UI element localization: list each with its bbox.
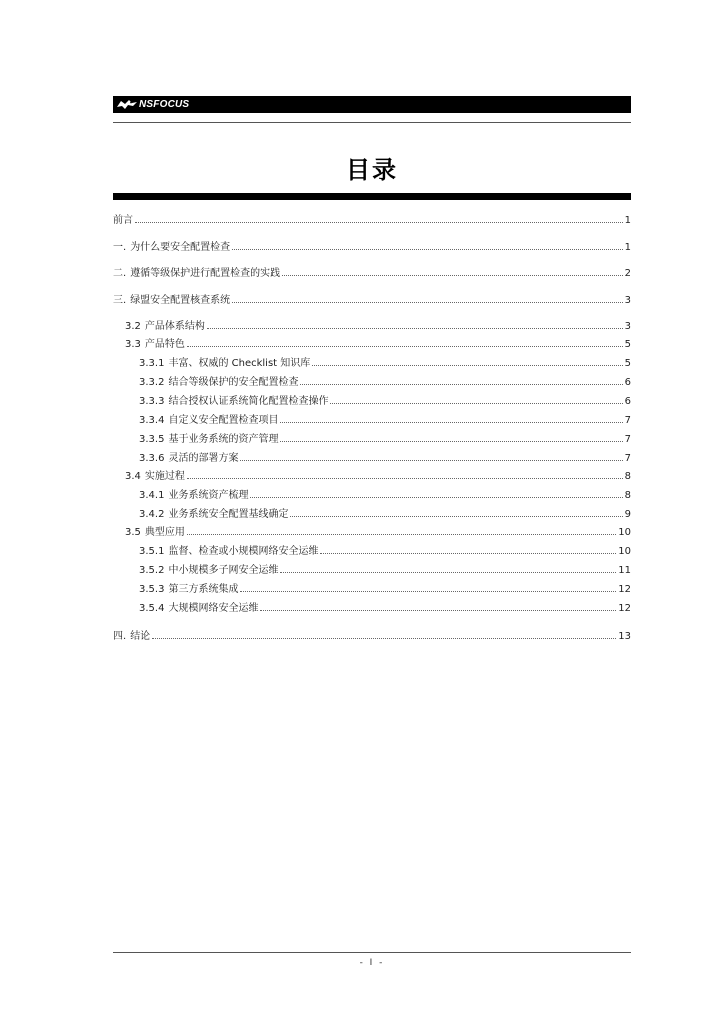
toc-entry-title: 业务系统资产梳理	[168, 490, 249, 501]
toc-entry-title: 监督、检查或小规模网络安全运维	[168, 546, 319, 557]
toc-entry-number: 3.3.1	[139, 358, 165, 369]
toc-dot-leader	[280, 440, 622, 442]
toc-entry[interactable]	[113, 210, 631, 226]
toc-entry-page: 3	[624, 295, 631, 306]
toc-entry[interactable]	[113, 579, 631, 595]
toc-dot-leader	[240, 459, 622, 461]
toc-entry-title: 绿盟安全配置核查系统	[130, 295, 231, 306]
toc-entry-title: 自定义安全配置检查项目	[168, 415, 279, 426]
toc-entry[interactable]	[113, 598, 631, 614]
toc-entry-title: 中小规模多子网安全运维	[168, 565, 279, 576]
header-bar	[113, 96, 631, 113]
toc-entry[interactable]	[113, 316, 631, 332]
toc-entry-number: 3.5.1	[139, 546, 165, 557]
toc-dot-leader	[187, 345, 623, 347]
toc-entry[interactable]	[113, 429, 631, 445]
toc-dot-leader	[232, 248, 622, 250]
toc-entry-title: 产品体系结构	[144, 321, 205, 332]
toc-entry-number: 二.	[113, 268, 127, 279]
toc-entry-title: 为什么要安全配置检查	[130, 242, 231, 253]
toc-entry-number: 3.5.4	[139, 603, 165, 614]
toc-entry[interactable]	[113, 391, 631, 407]
toc-dot-leader	[187, 533, 616, 535]
toc-entry[interactable]	[113, 504, 631, 520]
toc-entry-number: 3.2	[125, 321, 141, 332]
toc-entry-number: 3.3.4	[139, 415, 165, 426]
toc-entry-title: 丰富、权威的 Checklist 知识库	[168, 358, 311, 369]
toc-entry-number: 四.	[113, 631, 127, 642]
toc-entry-title: 业务系统安全配置基线确定	[168, 509, 289, 520]
toc-entry-page: 7	[624, 415, 631, 426]
toc-dot-leader	[187, 477, 623, 479]
toc-entry-number: 3.3	[125, 339, 141, 350]
toc-entry-number: 3.3.5	[139, 434, 165, 445]
page-title: 目录	[346, 156, 398, 184]
toc-entry-page: 1	[624, 242, 631, 253]
toc-entry[interactable]	[113, 263, 631, 279]
logo-text: NSFOCUS	[139, 99, 190, 110]
toc-entry[interactable]	[113, 485, 631, 501]
footer-rule	[113, 952, 631, 953]
toc-entry-page: 12	[618, 603, 631, 614]
toc-entry[interactable]	[113, 448, 631, 464]
toc-entry-page: 8	[624, 471, 631, 482]
toc-entry-page: 5	[624, 358, 631, 369]
toc-entry-number: 3.4.2	[139, 509, 165, 520]
toc-dot-leader	[250, 496, 622, 498]
toc-dot-leader	[232, 301, 622, 303]
header-rule	[113, 122, 631, 123]
toc-entry-page: 7	[624, 453, 631, 464]
toc-entry-number: 3.4.1	[139, 490, 165, 501]
toc-entry[interactable]	[113, 353, 631, 369]
toc-entry-title: 遵循等级保护进行配置检查的实践	[130, 268, 281, 279]
toc-entry[interactable]	[113, 626, 631, 642]
toc-dot-leader	[290, 515, 622, 517]
toc-entry-page: 10	[618, 546, 631, 557]
toc-entry[interactable]	[113, 372, 631, 388]
toc-entry[interactable]	[113, 466, 631, 482]
toc-entry-page: 6	[624, 377, 631, 388]
toc-entry-page: 5	[624, 339, 631, 350]
nsfocus-logo-icon	[116, 98, 138, 111]
toc-entry-page: 7	[624, 434, 631, 445]
toc-entry-title: 灵活的部署方案	[168, 453, 239, 464]
toc-entry-title: 结合等级保护的安全配置检查	[168, 377, 299, 388]
toc-entry-title: 典型应用	[144, 527, 185, 538]
toc-entry-title: 实施过程	[144, 471, 185, 482]
toc-entry-page: 12	[618, 584, 631, 595]
toc-entry-title: 基于业务系统的资产管理	[168, 434, 279, 445]
toc-entry-title: 前言	[113, 215, 133, 226]
toc-entry-page: 8	[624, 490, 631, 501]
toc-entry[interactable]	[113, 522, 631, 538]
toc-entry-number: 3.5.3	[139, 584, 165, 595]
footer-page-number: - I -	[359, 958, 385, 968]
toc-entry-number: 3.5.2	[139, 565, 165, 576]
toc-entry-title: 产品特色	[144, 339, 185, 350]
toc-entry-page: 10	[618, 527, 631, 538]
toc-entry-title: 结合授权认证系统简化配置检查操作	[168, 396, 329, 407]
toc-entry-number: 3.3.3	[139, 396, 165, 407]
toc-dot-leader	[312, 364, 622, 366]
toc-entry-page: 1	[624, 215, 631, 226]
toc-entry-title: 第三方系统集成	[168, 584, 239, 595]
toc-dot-leader	[135, 221, 623, 223]
toc-dot-leader	[280, 421, 622, 423]
title-rule	[113, 193, 631, 200]
company-logo	[116, 96, 189, 113]
toc-entry-number: 3.3.6	[139, 453, 165, 464]
toc-entry[interactable]	[113, 334, 631, 350]
toc-entry-title: 大规模网络安全运维	[168, 603, 259, 614]
toc-entry[interactable]	[113, 290, 631, 306]
toc-dot-leader	[320, 552, 616, 554]
toc-dot-leader	[260, 609, 616, 611]
toc-dot-leader	[282, 274, 622, 276]
toc-dot-leader	[300, 383, 622, 385]
toc-dot-leader	[330, 402, 622, 404]
toc-dot-leader	[152, 637, 616, 639]
toc-entry-number: 一.	[113, 242, 127, 253]
toc-entry-number: 三.	[113, 295, 127, 306]
toc-entry-page: 11	[618, 565, 631, 576]
toc-dot-leader	[207, 327, 623, 329]
toc-entry-page: 2	[624, 268, 631, 279]
toc-entry-number: 3.3.2	[139, 377, 165, 388]
toc-entry[interactable]	[113, 410, 631, 426]
toc-entry-page: 6	[624, 396, 631, 407]
toc-entry-title: 结论	[130, 631, 151, 642]
toc-entry[interactable]	[113, 541, 631, 557]
toc-entry-number: 3.4	[125, 471, 141, 482]
toc-entry-page: 13	[618, 631, 631, 642]
toc-dot-leader	[240, 590, 616, 592]
toc-entry-number: 3.5	[125, 527, 141, 538]
toc-entry-page: 9	[624, 509, 631, 520]
toc-entry[interactable]	[113, 237, 631, 253]
toc-entry-page: 3	[624, 321, 631, 332]
toc-dot-leader	[280, 571, 616, 573]
toc-entry[interactable]	[113, 560, 631, 576]
